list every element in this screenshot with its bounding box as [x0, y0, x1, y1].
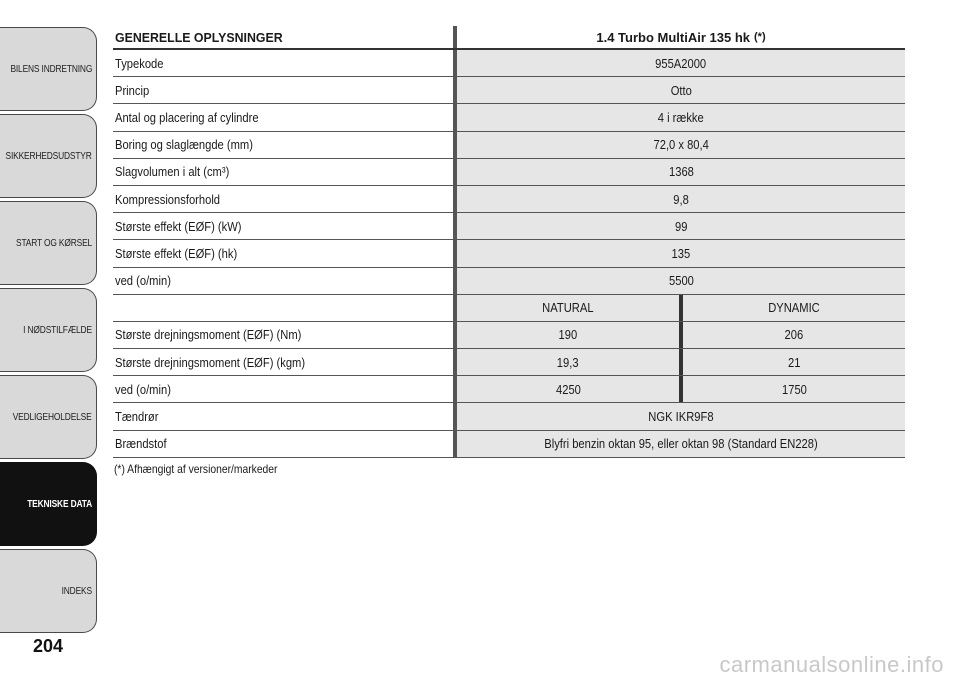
row-label: Tændrør: [115, 409, 159, 425]
dynamic-value: 1750: [781, 381, 807, 397]
table-row: [113, 240, 905, 267]
table-row: [113, 268, 905, 295]
row-label: ved (o/min): [115, 273, 171, 289]
table-row: [113, 431, 905, 458]
row-label: Kompressionsforhold: [115, 191, 221, 207]
row-value: 99: [674, 218, 688, 234]
table-header-value: 1.4 Turbo MultiAir 135 hk: [596, 29, 750, 45]
natural-value: 190: [558, 327, 578, 343]
table-row: [113, 376, 905, 403]
row-value: Blyfri benzin oktan 95, eller oktan 98 (Standard EN228): [544, 436, 818, 452]
tab-label: TEKNISKE DATA: [27, 498, 92, 510]
table-row: [113, 104, 905, 131]
table-row: [113, 403, 905, 430]
row-value: Otto: [670, 82, 692, 98]
natural-value: 4250: [555, 381, 581, 397]
row-value: 955A2000: [655, 55, 707, 71]
tab-vedligeholdelse[interactable]: [0, 375, 97, 459]
mode-header-row: [113, 295, 905, 322]
row-value: 72,0 x 80,4: [653, 137, 709, 153]
table-row: [113, 159, 905, 186]
mode-dynamic-label: DYNAMIC: [768, 300, 820, 316]
tab-label: I NØDSTILFÆLDE: [23, 324, 92, 336]
page-number: 204: [32, 636, 64, 656]
tab-sikkerhedsudstyr[interactable]: [0, 114, 97, 198]
table-row: [113, 50, 905, 77]
tab-indeks[interactable]: [0, 549, 97, 633]
tab-label: VEDLIGEHOLDELSE: [13, 411, 92, 423]
tab-label: START OG KØRSEL: [15, 237, 92, 249]
watermark: carmanualsonline.info: [719, 652, 944, 677]
chapter-tabs: [0, 0, 100, 640]
footnote: (*) Afhængigt af versioner/markeder: [114, 462, 278, 476]
spec-table: [113, 26, 905, 458]
mode-natural-label: NATURAL: [542, 300, 594, 316]
table-row: [113, 349, 905, 376]
tab-label: INDEKS: [61, 585, 92, 597]
tab-i-nodstilfaelde[interactable]: [0, 288, 97, 372]
table-header-suffix: (*): [754, 31, 766, 43]
row-label: Største drejningsmoment (EØF) (kgm): [115, 354, 306, 370]
row-value: 9,8: [673, 191, 689, 207]
table-row: [113, 132, 905, 159]
row-label: Slagvolumen i alt (cm³): [115, 164, 230, 180]
row-label: Største drejningsmoment (EØF) (Nm): [115, 327, 302, 343]
tab-label: SIKKERHEDSUDSTYR: [5, 150, 92, 162]
row-value: 4 i række: [658, 109, 704, 125]
dynamic-value: 206: [784, 327, 804, 343]
table-row: [113, 213, 905, 240]
row-value: 5500: [668, 273, 694, 289]
tab-label: BILENS INDRETNING: [10, 63, 92, 75]
row-value: NGK IKR9F8: [648, 409, 714, 425]
row-label: Boring og slaglængde (mm): [115, 137, 253, 153]
row-value: 135: [671, 245, 691, 261]
table-row: [113, 322, 905, 349]
row-label: Princip: [115, 82, 150, 98]
table-row: [113, 77, 905, 104]
tab-bilens-indretning[interactable]: [0, 27, 97, 111]
row-label: ved (o/min): [115, 381, 171, 397]
row-label: Største effekt (EØF) (kW): [115, 218, 242, 234]
row-label: Brændstof: [115, 436, 167, 452]
row-value: 1368: [668, 164, 694, 180]
table-header-row: [113, 26, 905, 50]
row-label: Antal og placering af cylindre: [115, 109, 259, 125]
table-row: [113, 186, 905, 213]
dynamic-value: 21: [787, 354, 801, 370]
row-label: Typekode: [115, 55, 164, 71]
row-label: Største effekt (EØF) (hk): [115, 245, 238, 261]
tab-start-og-korsel[interactable]: [0, 201, 97, 285]
natural-value: 19,3: [557, 354, 579, 370]
tab-tekniske-data[interactable]: [0, 462, 97, 546]
table-header-label: GENERELLE OPLYSNINGER: [115, 29, 283, 45]
